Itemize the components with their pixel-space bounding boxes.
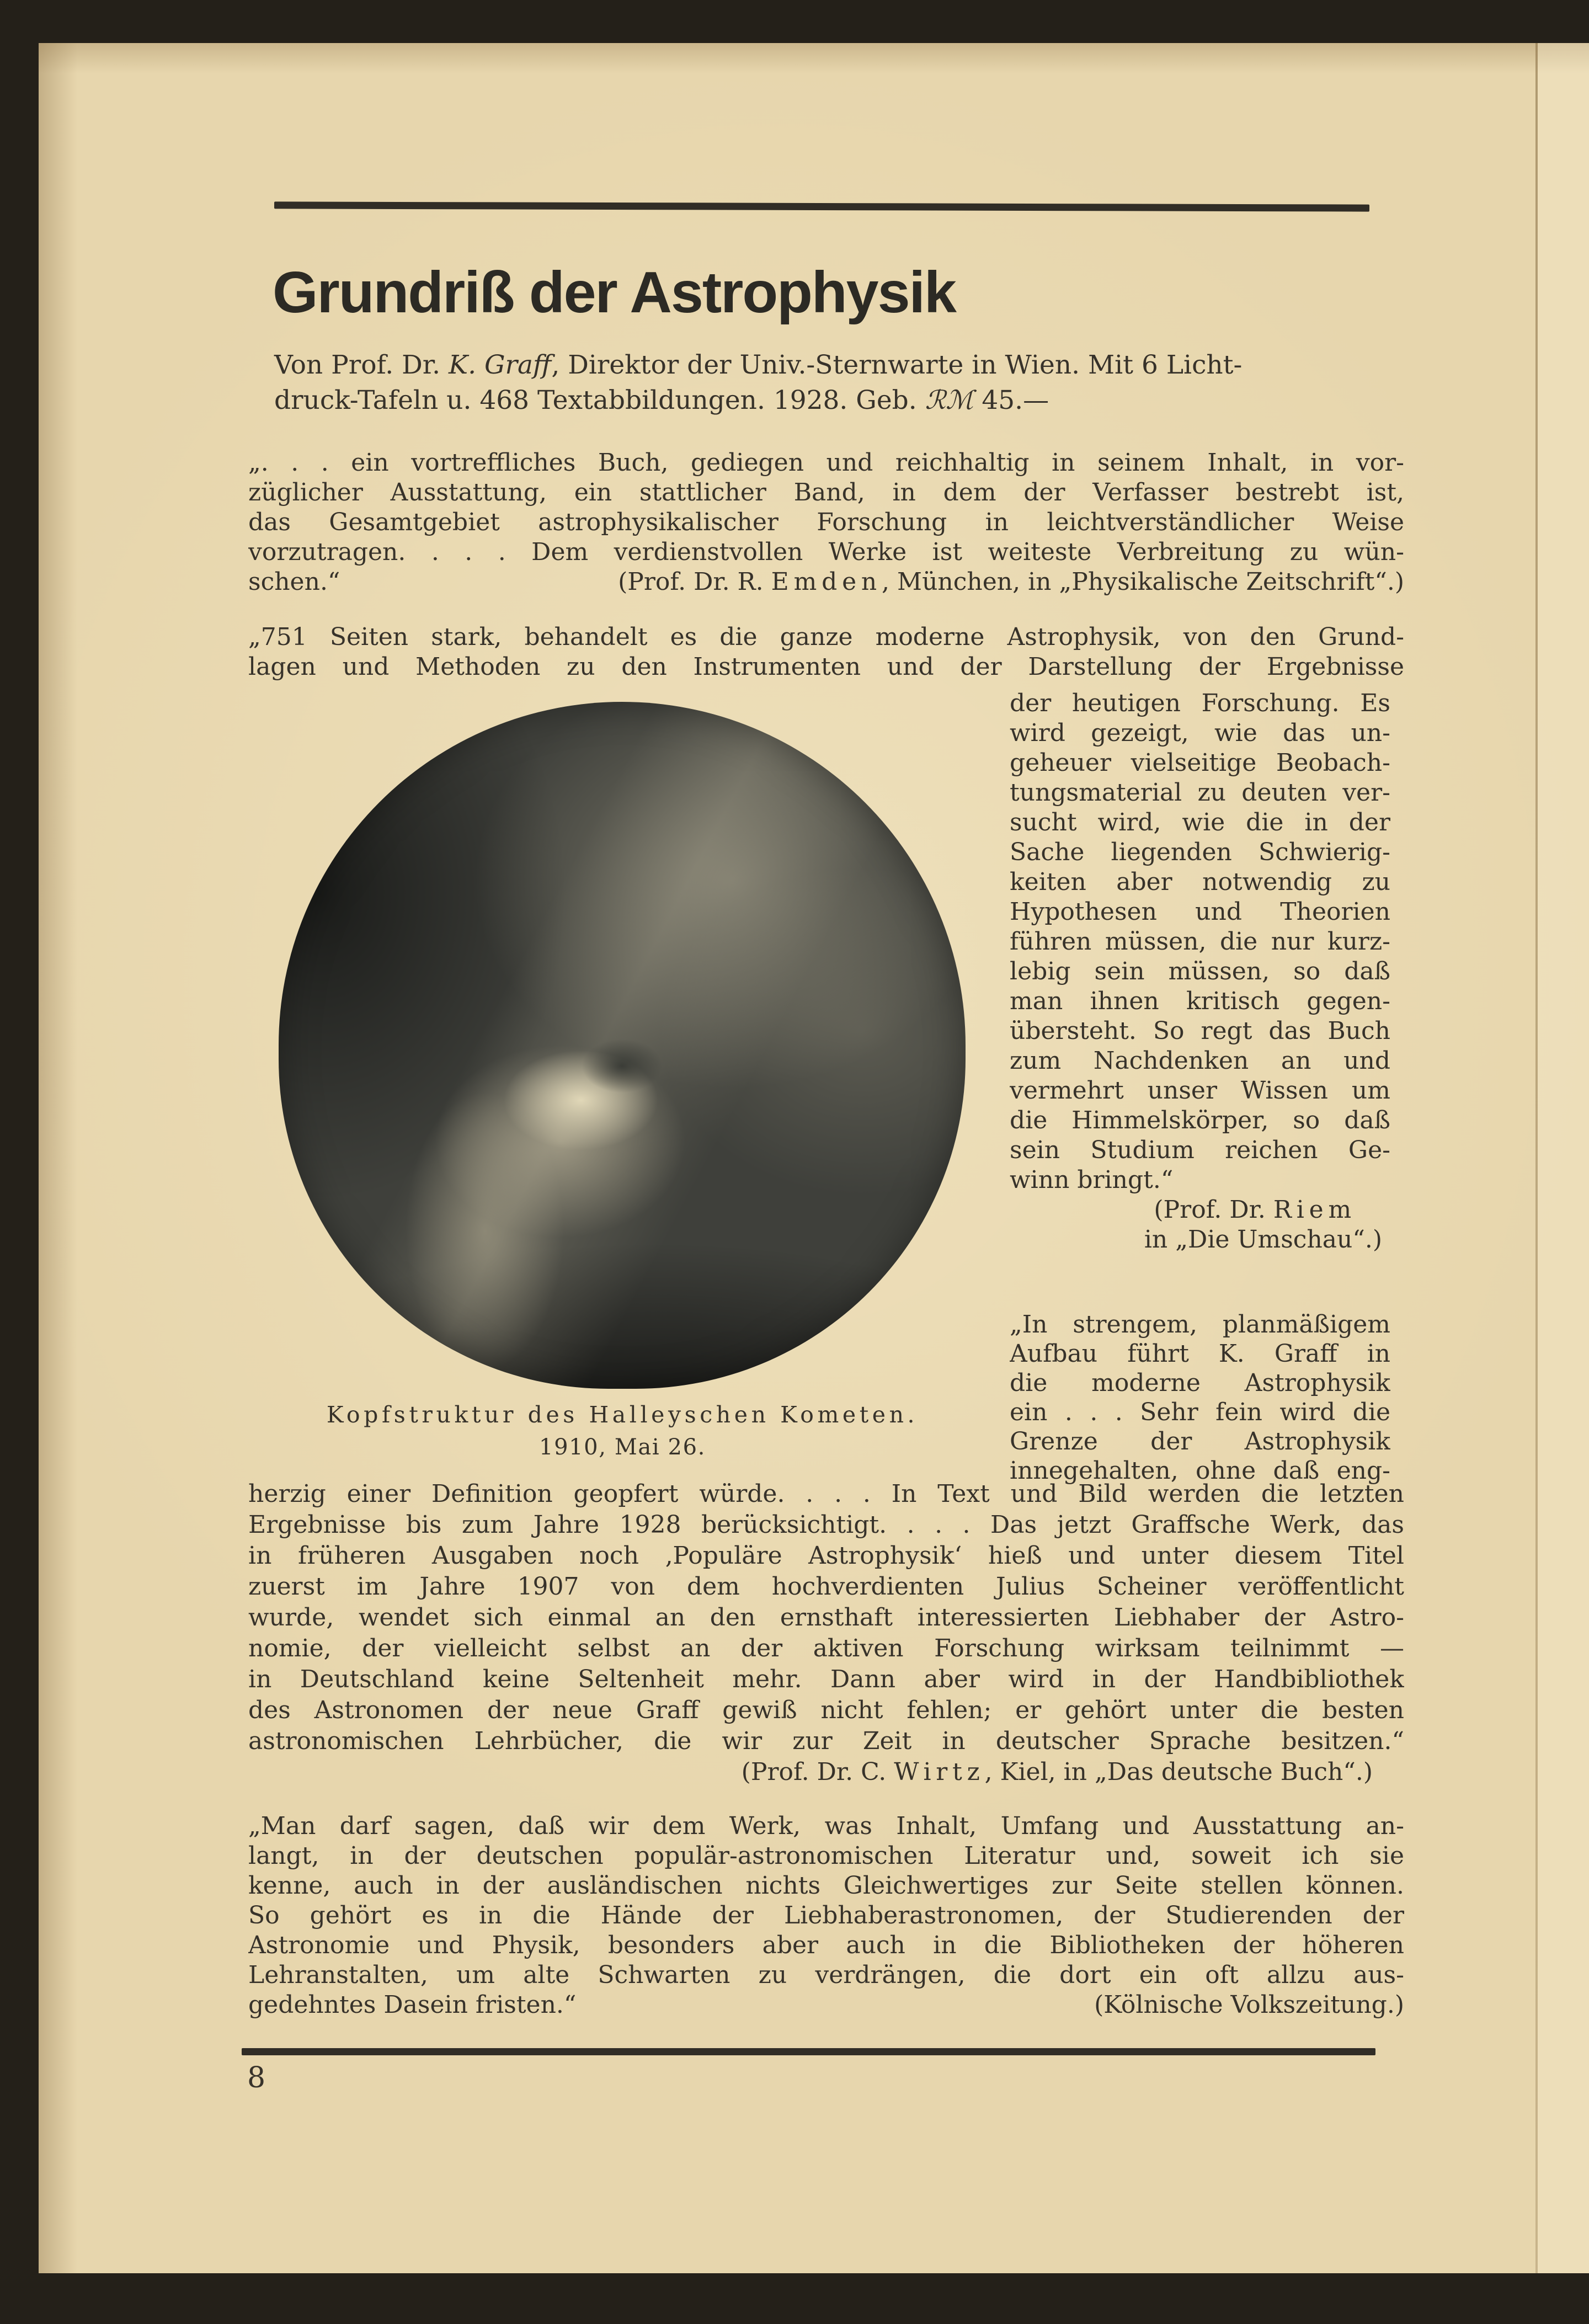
- top-rule: [274, 201, 1369, 211]
- attribution-text: , München, in „Physikalische Zeitschrift“.): [882, 568, 1404, 596]
- text-line: innegehalten, ohne daß eng-: [1010, 1457, 1390, 1485]
- quote-attribution-row: [248, 1990, 1404, 2020]
- text-line: Lehranstalten, um alte Schwarten zu verdrängen, die dort ein oft allzu aus-: [248, 1961, 1404, 1989]
- reichsmark-symbol: ℛℳ: [925, 385, 974, 415]
- text-line: des Astronomen der neue Graff gewiß nicht fehlen; er gehört unter die besten: [248, 1696, 1404, 1724]
- byline-text: , Direktor der Univ.-Sternwarte in Wien. Mit 6 Licht-: [551, 350, 1243, 380]
- text-line: Grenze der Astrophysik: [1010, 1427, 1390, 1456]
- text-line: vermehrt unser Wissen um: [1010, 1076, 1390, 1105]
- text-line: das Gesamtgebiet astrophysikalischer Forschung in leichtverständlicher Weise: [248, 508, 1404, 536]
- quote-attribution-row: [248, 567, 1404, 597]
- text-line: tungsmaterial zu deuten ver-: [1010, 779, 1390, 807]
- text-line: führen müssen, die nur kurz-: [1010, 928, 1390, 956]
- reviewer-name: Emden: [771, 568, 882, 596]
- text-line: wurde, wendet sich einmal an den ernsthaft interessierten Liebhaber der Astro-: [248, 1603, 1404, 1632]
- quote-lines: [248, 448, 1404, 567]
- bottom-rule: [242, 2048, 1375, 2055]
- byline-text: Von Prof. Dr.: [274, 350, 449, 380]
- text-line: nomie, der vielleicht selbst an der aktiven Forschung wirksam teilnimmt —: [248, 1634, 1404, 1662]
- text-line: „In strengem, planmäßigem: [1010, 1310, 1390, 1339]
- text-line: lagen und Methoden zu den Instrumenten und der Darstellung der Ergebnisse: [248, 653, 1404, 681]
- quote-lines: [248, 622, 1404, 682]
- text-line: in früheren Ausgaben noch ‚Populäre Astrophysik‘ hieß und unter diesem Titel: [248, 1542, 1404, 1570]
- text-line: die moderne Astrophysik: [1010, 1369, 1390, 1397]
- text-line: in Deutschland keine Seltenheit mehr. Dann aber wird in der Handbibliothek: [248, 1665, 1404, 1693]
- text-line: herzig einer Definition geopfert würde. . . . In Text und Bild werden die letzten: [248, 1480, 1404, 1508]
- caption-date: 1910, Mai 26.: [539, 1435, 706, 1460]
- text-line: „. . . ein vortreffliches Buch, gediegen und reichhaltig in seinem Inhalt, in vor-: [248, 449, 1404, 477]
- text-line: der heutigen Forschung. Es: [1010, 689, 1390, 717]
- text-line: So gehört es in die Hände der Liebhaberastronomen, der Studierenden der: [248, 1901, 1404, 1929]
- text-line: ein . . . Sehr fein wird die: [1010, 1398, 1390, 1426]
- attribution-wirtz: [248, 1757, 1404, 1788]
- attribution-text: (Prof. Dr. C.: [741, 1758, 894, 1786]
- byline-line-1: [274, 348, 1419, 383]
- price: 45.—: [973, 385, 1049, 415]
- figure-caption: [264, 1401, 981, 1460]
- review-quote-volkszeitung: [248, 1811, 1404, 2020]
- text-line: langt, in der deutschen populär-astronomischen Literatur und, soweit ich sie: [248, 1842, 1404, 1870]
- text-line: die Himmelskörper, so daß: [1010, 1106, 1390, 1134]
- text-line: astronomischen Lehrbücher, die wir zur Zeit in deutscher Sprache besitzen.“: [248, 1727, 1404, 1755]
- text-line: züglicher Ausstattung, ein stattlicher Band, in dem der Verfasser bestrebt ist,: [248, 478, 1404, 507]
- text-line: übersteht. So regt das Buch: [1010, 1017, 1390, 1045]
- caption-title: Kopfstruktur des Halleyschen Kometen.: [326, 1401, 919, 1428]
- text-line: Sache liegenden Schwierig-: [1010, 838, 1390, 866]
- text-line: Astronomie und Physik, besonders aber auch in die Bibliotheken der höheren: [248, 1931, 1404, 1959]
- quote-end: schen.“: [248, 568, 340, 596]
- text-line: wird gezeigt, wie das un-: [1010, 719, 1390, 747]
- text-line: lebig sein müssen, so daß: [1010, 957, 1390, 985]
- text-line: Ergebnisse bis zum Jahre 1928 berücksichtigt. . . . Das jetzt Graffsche Werk, das: [248, 1511, 1404, 1539]
- attribution-emden: [618, 567, 1404, 597]
- text-line: sucht wird, wie die in der: [1010, 808, 1390, 836]
- quote-lines: [248, 1811, 1404, 1990]
- review-quote-riem-intro: [248, 622, 1404, 682]
- reviewer-name: Wirtz: [894, 1758, 985, 1786]
- text-line: „751 Seiten stark, behandelt es die ganze moderne Astrophysik, von den Grund-: [248, 623, 1404, 651]
- text-line: Aufbau führt K. Graff in: [1010, 1340, 1390, 1368]
- quote-lines: [248, 1479, 1404, 1757]
- text-line: geheuer vielseitige Beobach-: [1010, 749, 1390, 777]
- text-line: zuerst im Jahre 1907 von dem hochverdienten Julius Scheiner veröffentlicht: [248, 1573, 1404, 1601]
- attribution-text: , Kiel, in „Das deutsche Buch“.): [984, 1758, 1373, 1786]
- author-name: K. Graff: [449, 350, 552, 380]
- review-quote-wirtz-start: [1010, 1310, 1390, 1485]
- review-quote-emden: [248, 448, 1404, 597]
- right-column: [1010, 689, 1390, 1485]
- review-quote-wirtz: [248, 1479, 1404, 1788]
- text-line: kenne, auch in der ausländischen nichts Gleichwertiges zur Seite stellen können.: [248, 1872, 1404, 1900]
- byline: [274, 348, 1419, 418]
- text-line: sein Studium reichen Ge-: [1010, 1136, 1390, 1164]
- book-page: [39, 43, 1589, 2273]
- attribution-riem-source: in „Die Umschau“.): [1144, 1225, 1382, 1254]
- quote-end: gedehntes Dasein fristen.“: [248, 1991, 577, 2019]
- attribution-text: (Prof. Dr. R.: [618, 568, 771, 596]
- paragraph-gap: [1010, 1255, 1390, 1310]
- halley-comet-photo: [279, 702, 966, 1389]
- text-line: man ihnen kritisch gegen-: [1010, 987, 1390, 1015]
- text-line: vorzutragen. . . . Dem verdienstvollen Werke ist weiteste Verbreitung zu wün-: [248, 538, 1404, 566]
- attribution-volkszeitung: (Kölnische Volkszeitung.): [1094, 1991, 1404, 2019]
- text-line: Hypothesen und Theorien: [1010, 898, 1390, 926]
- paper-edge-strip: [1538, 43, 1589, 2273]
- text-line: keiten aber notwendig zu: [1010, 868, 1390, 896]
- reviewer-name: Riem: [1273, 1196, 1356, 1224]
- byline-text: druck-Tafeln u. 468 Textabbildungen. 1928. Geb.: [274, 385, 925, 415]
- quote-lines: [1010, 689, 1390, 1195]
- attribution-text: (Prof. Dr.: [1154, 1196, 1273, 1224]
- page-number: 8: [247, 2061, 266, 2094]
- text-line: „Man darf sagen, daß wir dem Werk, was Inhalt, Umfang und Ausstattung an-: [248, 1812, 1404, 1840]
- attribution-riem: [1010, 1195, 1390, 1225]
- text-line: winn bringt.“: [1010, 1166, 1174, 1194]
- page-title: Grundriß der Astrophysik: [273, 260, 956, 325]
- text-line: zum Nachdenken an und: [1010, 1047, 1390, 1075]
- byline-line-2: [274, 383, 1419, 418]
